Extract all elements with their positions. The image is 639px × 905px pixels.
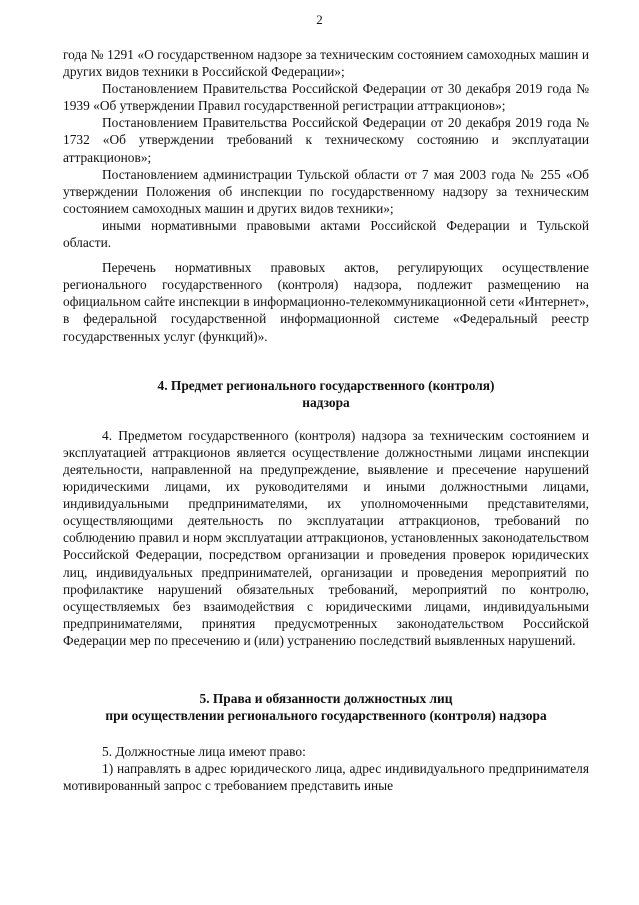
document-body — [63, 46, 589, 794]
section-4-heading-line-2: надзора — [302, 394, 350, 410]
section-5-heading-line-1: 5. Права и обязанности должностных лиц — [199, 691, 453, 706]
intro-paragraph-4: Постановлением администрации Тульской области от 7 мая 2003 года № 255 «Об утверждении Положения об инспекции по государственному надзору за техническим состоянием самоходных машин и других видов техники»; — [63, 166, 589, 216]
intro-paragraph-5: иными нормативными правовыми актами Российской Федерации и Тульской области. — [63, 217, 589, 251]
intro-paragraph-3: Постановлением Правительства Российской Федерации от 20 декабря 2019 года № 1732 «Об утверждении требований к техническому состоянию и эксплуатации аттракционов»; — [63, 115, 589, 165]
intro-paragraph-2: Постановлением Правительства Российской Федерации от 30 декабря 2019 года № 1939 «Об утверждении Правил государственной регистрации аттракционов»; — [63, 81, 589, 114]
section-4-heading-line-1: 4. Предмет регионального государственного (контроля) — [157, 377, 495, 393]
intro-paragraph-6: Перечень нормативных правовых актов, регулирующих осуществление регионального государственного (контроля) надзора, подлежит размещению на официальном сайте инспекции в информационно-телекоммуникационной сети «Интернет», в федеральной государственной информационной системе «Федеральный реестр государственных услуг (функций)». — [63, 260, 589, 344]
intro-paragraph-1: года № 1291 «О государственном надзоре за техническим состоянием самоходных машин и других видов техники в Российской Федерации»; — [63, 47, 589, 80]
page-number: 2 — [316, 12, 323, 27]
section-5-heading — [63, 690, 589, 724]
section-4-paragraph: 4. Предметом государственного (контроля) надзора за техническим состоянием и эксплуатацией аттракционов является осуществление должностными лицами инспекции деятельности, направленной на предупреждение, выявление и пресечение нарушений юридическими лицами, их руководителями и иными должностными лицами, индивидуальными предпринимателями, их уполномоченными представителями, осуществляющими деятельность по эксплуатации аттракционов, требований по соблюдению правил и норм эксплуатации аттракционов, установленных законодательством Российской Федерации, посредством организации и проведения проверок юридических лиц, индивидуальных предпринимателей, организации и проведения мероприятий по профилактике нарушений обязательных требований, мероприятий по контролю, осуществляемых без взаимодействия с юридическими лицами, индивидуальными предпринимателями, принятия предусмотренных законодательством Российской Федерации мер по пресечению и (или) устранению последствий выявленных нарушений. — [63, 427, 589, 648]
section-5-paragraph-1: 5. Должностные лица имеют право: — [102, 744, 306, 760]
section-4-heading — [63, 377, 589, 411]
section-5-paragraph-2: 1) направлять в адрес юридического лица, адрес индивидуального предпринимателя мотивированный запрос с требованием представить иные — [63, 761, 589, 794]
section-5-heading-line-2: при осуществлении регионального государственного (контроля) надзора — [105, 708, 547, 724]
